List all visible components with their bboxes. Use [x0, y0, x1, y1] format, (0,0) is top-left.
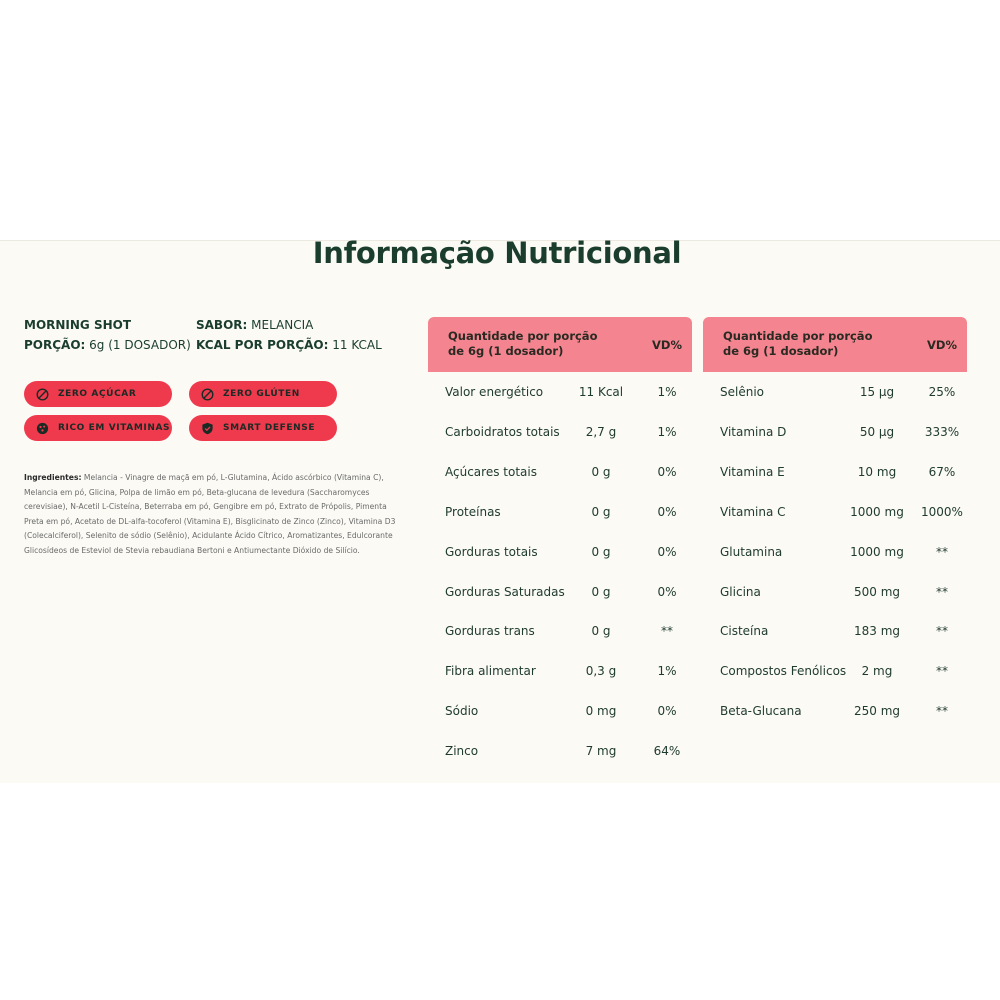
nutrient-vd: 1% — [657, 385, 677, 399]
nutrient-vd: 1% — [657, 424, 677, 439]
shield-check-icon — [201, 422, 214, 435]
nutrient-amount: 50 µg — [859, 424, 895, 439]
table-row — [720, 624, 980, 640]
portion-info: PORÇÃO: 6g (1 DOSADOR) — [24, 338, 191, 352]
no-sign-icon — [201, 388, 214, 401]
table-row — [445, 664, 705, 680]
nutrient-vd: 0% — [657, 464, 677, 479]
table-row — [445, 585, 705, 601]
nutrient-vd: ** — [936, 624, 948, 639]
nutrient-name: Cisteína — [720, 624, 769, 639]
nutrient-name: Vitamina D — [720, 424, 787, 439]
badge-zero-acucar: ZERO AÇÚCAR — [24, 381, 172, 407]
no-sign-icon — [36, 388, 49, 401]
table-row — [720, 704, 980, 720]
table-row — [445, 505, 705, 521]
nutrient-vd: 0% — [657, 704, 677, 719]
nutrient-name: Valor energético — [445, 385, 544, 399]
badge-zero-gluten: ZERO GLÚTEN — [189, 381, 337, 407]
nutrient-amount: 0,3 g — [585, 664, 617, 679]
nutrient-vd: ** — [936, 664, 948, 679]
table-row — [720, 425, 980, 441]
nutrient-amount: 0 g — [591, 624, 611, 639]
product-name: MORNING SHOT — [24, 318, 132, 332]
nutrient-name: Selênio — [720, 385, 764, 399]
table-row — [445, 744, 705, 760]
nutrient-amount: 0 mg — [585, 704, 617, 719]
header-quantity: Quantidade por porção de 6g (1 dosador) — [448, 329, 598, 358]
table-row — [445, 545, 705, 561]
nutrient-name: Proteínas — [445, 504, 501, 519]
flavor-info: SABOR: MELANCIA — [196, 318, 314, 332]
nutrient-amount: 183 mg — [853, 624, 901, 639]
nutrient-amount: 7 mg — [585, 744, 617, 759]
nutrient-vd: 1000% — [921, 504, 963, 519]
nutrient-vd: ** — [661, 624, 673, 639]
nutrient-vd: 0% — [657, 584, 677, 599]
table-row — [720, 465, 980, 481]
nutrient-amount: 0 g — [591, 584, 611, 599]
table-row — [720, 505, 980, 521]
table-row — [720, 585, 980, 601]
nutrient-name: Glicina — [720, 584, 761, 599]
nutrient-amount: 11 Kcal — [578, 385, 624, 399]
nutrient-vd: ** — [936, 544, 948, 559]
nutrient-name: Zinco — [445, 744, 479, 759]
table-row — [720, 545, 980, 561]
nutrient-vd: 1% — [657, 664, 677, 679]
page-title: Informação Nutricional — [312, 236, 682, 270]
nutrient-name: Gorduras Saturadas — [445, 584, 565, 599]
badge-rico-vitaminas: RICO EM VITAMINAS — [24, 415, 172, 441]
nutrient-vd: 0% — [657, 504, 677, 519]
header-vd: VD% — [652, 338, 682, 352]
nutrient-name: Fibra alimentar — [445, 664, 536, 679]
nutrient-name: Beta-Glucana — [720, 704, 802, 719]
badge-smart-defense: SMART DEFENSE — [189, 415, 337, 441]
nutrient-vd: 333% — [924, 424, 960, 439]
nutrient-name: Vitamina E — [720, 464, 785, 479]
nutrient-name: Sódio — [445, 704, 479, 719]
vitamin-icon — [36, 422, 49, 435]
kcal-info: KCAL POR PORÇÃO: 11 KCAL — [196, 338, 382, 352]
nutrient-name: Carboidratos totais — [445, 424, 560, 439]
nutrient-vd: 0% — [657, 544, 677, 559]
nutrient-name: Glutamina — [720, 544, 783, 559]
nutrient-amount: 15 µg — [859, 385, 895, 399]
nutrient-vd: 64% — [653, 744, 681, 759]
header-quantity: Quantidade por porção de 6g (1 dosador) — [723, 329, 873, 358]
nutrient-vd: ** — [936, 584, 948, 599]
nutrient-amount: 0 g — [591, 464, 611, 479]
table-row — [720, 385, 980, 401]
nutrient-amount: 10 mg — [857, 464, 897, 479]
nutrient-amount: 1000 mg — [850, 544, 904, 559]
table-row — [720, 664, 980, 680]
table-row — [445, 465, 705, 481]
nutrient-amount: 250 mg — [853, 704, 901, 719]
table-left-header — [428, 317, 692, 372]
nutrient-amount: 2,7 g — [585, 424, 617, 439]
nutrient-name: Gorduras trans — [445, 624, 535, 639]
nutrient-amount: 1000 mg — [850, 504, 904, 519]
nutrient-name: Compostos Fenólicos — [720, 664, 847, 679]
nutrient-vd: 67% — [928, 464, 956, 479]
table-row — [445, 385, 705, 401]
table-row — [445, 425, 705, 441]
table-right-header — [703, 317, 967, 372]
nutrient-amount: 2 mg — [861, 664, 893, 679]
header-vd: VD% — [927, 338, 957, 352]
ingredients-text: Ingredientes: Melancia - Vinagre de maçã em pó, L-Glutamina, Ácido ascórbico (Vitamina C), Melancia em pó, Glicina, Polpa de limão em pó, Beta-glucana de levedura (Saccharomyces cerevisiae), N-Acetil L-Cisteína, Beterraba em pó, Gengibre em pó, Extrato de Própolis, Pimenta Preta em pó, Acetato de DL-alfa-tocoferol (Vitamina E), Bisglicinato de Zinco (Zinco), Vitamina D3 (Colecalciferol), Selenito de sódio (Selênio), Acidulante Ácido Cítrico, Aromatizantes, Edulcorante Glicosídeos de Esteviol de Stevia rebaudiana Bertoni e Antiumectante Dióxido de Silício. — [24, 473, 396, 555]
nutrient-amount: 0 g — [591, 504, 611, 519]
nutrient-amount: 500 mg — [853, 584, 901, 599]
table-row — [445, 624, 705, 640]
nutrient-name: Açúcares totais — [445, 464, 537, 479]
nutrient-name: Vitamina C — [720, 504, 786, 519]
nutrient-vd: ** — [936, 704, 948, 719]
table-row — [445, 704, 705, 720]
nutrient-amount: 0 g — [591, 544, 611, 559]
nutrient-vd: 25% — [928, 385, 956, 399]
nutrient-name: Gorduras totais — [445, 544, 538, 559]
